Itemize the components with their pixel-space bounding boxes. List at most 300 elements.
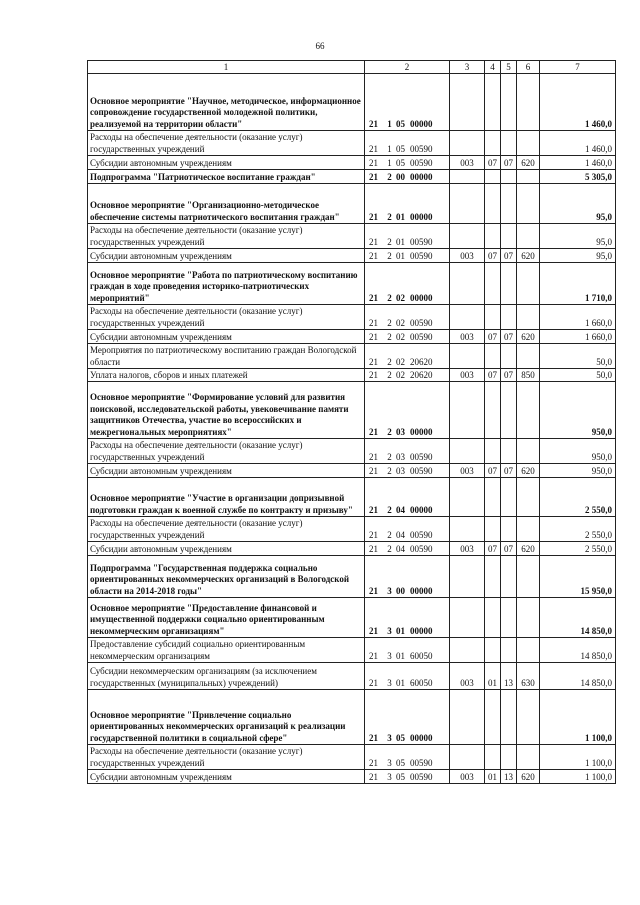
code-subprogram: 3	[387, 677, 392, 688]
amount: 14 850,0	[540, 663, 616, 690]
group-code	[450, 478, 485, 517]
code-program: 21	[369, 625, 378, 636]
row-name: Расходы на обеспечение деятельности (оказание услуг) государственных учреждений	[88, 131, 365, 156]
group-code	[450, 224, 485, 249]
subsection-code	[501, 131, 517, 156]
expense-type-code	[517, 184, 540, 224]
section-code	[485, 344, 501, 369]
expense-type-code	[517, 74, 540, 131]
subsection-code: 13	[501, 770, 517, 784]
table-row	[88, 663, 616, 690]
amount: 1 710,0	[540, 263, 616, 305]
code-event: 04	[396, 543, 405, 554]
expense-type-code	[517, 478, 540, 517]
target-code	[365, 184, 450, 224]
code-direction: 60050	[410, 650, 433, 661]
table-row	[88, 263, 616, 305]
code-direction: 20620	[410, 356, 433, 367]
amount: 14 850,0	[540, 638, 616, 663]
code-event: 01	[396, 236, 405, 247]
row-name: Субсидии автономным учреждениям	[88, 156, 365, 170]
section-code	[485, 382, 501, 439]
code-subprogram: 2	[387, 543, 392, 554]
code-direction: 00000	[410, 504, 433, 515]
group-code	[450, 598, 485, 638]
amount: 1 660,0	[540, 330, 616, 344]
code-subprogram: 2	[387, 465, 392, 476]
code-direction: 00000	[410, 211, 433, 222]
code-direction: 00590	[410, 157, 433, 168]
row-name: Уплата налогов, сборов и иных платежей	[88, 369, 365, 382]
code-program: 21	[369, 585, 378, 596]
row-name: Подпрограмма "Государственная поддержка социально ориентированных некоммерческих организаций в Вологодской области на 2014-2018 годы"	[88, 556, 365, 598]
target-code	[365, 556, 450, 598]
subsection-code: 07	[501, 464, 517, 478]
section-code	[485, 305, 501, 330]
section-code	[485, 598, 501, 638]
code-subprogram: 3	[387, 625, 392, 636]
group-code	[450, 690, 485, 745]
section-code: 07	[485, 464, 501, 478]
code-direction: 00000	[410, 118, 433, 129]
code-subprogram: 2	[387, 211, 392, 222]
expense-type-code	[517, 382, 540, 439]
target-code	[365, 439, 450, 464]
expense-type-code	[517, 344, 540, 369]
code-event: 02	[396, 317, 405, 328]
expense-type-code: 620	[517, 156, 540, 170]
amount: 1 460,0	[540, 131, 616, 156]
code-direction: 00590	[410, 451, 433, 462]
subsection-code	[501, 184, 517, 224]
amount: 95,0	[540, 249, 616, 263]
code-event: 00	[396, 585, 405, 596]
row-name: Субсидии автономным учреждениям	[88, 330, 365, 344]
table-row	[88, 439, 616, 464]
section-code: 07	[485, 330, 501, 344]
code-direction: 00590	[410, 771, 433, 782]
expense-type-code	[517, 556, 540, 598]
code-program: 21	[369, 171, 378, 182]
code-event: 01	[396, 650, 405, 661]
table-row	[88, 305, 616, 330]
code-program: 21	[369, 369, 378, 380]
group-code: 003	[450, 369, 485, 382]
code-event: 00	[396, 171, 405, 182]
expense-type-code	[517, 170, 540, 184]
target-code	[365, 369, 450, 382]
target-code	[365, 638, 450, 663]
code-subprogram: 1	[387, 157, 392, 168]
row-name: Расходы на обеспечение деятельности (оказание услуг) государственных учреждений	[88, 517, 365, 542]
subsection-code: 07	[501, 249, 517, 263]
code-subprogram: 2	[387, 317, 392, 328]
section-code	[485, 131, 501, 156]
code-direction: 00590	[410, 529, 433, 540]
section-code: 01	[485, 663, 501, 690]
table-row	[88, 517, 616, 542]
target-code	[365, 690, 450, 745]
code-direction: 00590	[410, 250, 433, 261]
target-code	[365, 478, 450, 517]
amount: 1 460,0	[540, 74, 616, 131]
code-direction: 00590	[410, 543, 433, 554]
code-direction: 00590	[410, 236, 433, 247]
subsection-code: 07	[501, 330, 517, 344]
table-row	[88, 184, 616, 224]
group-code	[450, 74, 485, 131]
code-event: 05	[396, 118, 405, 129]
header-cell: 7	[540, 61, 616, 74]
group-code	[450, 638, 485, 663]
code-direction: 00000	[410, 732, 433, 743]
subsection-code	[501, 690, 517, 745]
row-name: Основное мероприятие "Организационно-методическое обеспечение системы патриотического воспитания граждан"	[88, 184, 365, 224]
table-row	[88, 330, 616, 344]
expense-type-code	[517, 517, 540, 542]
table-row	[88, 249, 616, 263]
code-subprogram: 2	[387, 426, 392, 437]
section-code	[485, 556, 501, 598]
code-direction: 00590	[410, 331, 433, 342]
group-code	[450, 184, 485, 224]
code-subprogram: 2	[387, 504, 392, 515]
group-code	[450, 344, 485, 369]
expense-type-code: 850	[517, 369, 540, 382]
code-event: 05	[396, 143, 405, 154]
subsection-code: 13	[501, 663, 517, 690]
code-subprogram: 2	[387, 369, 392, 380]
code-program: 21	[369, 451, 378, 462]
row-name: Расходы на обеспечение деятельности (оказание услуг) государственных учреждений	[88, 439, 365, 464]
subsection-code	[501, 382, 517, 439]
subsection-code	[501, 439, 517, 464]
code-program: 21	[369, 292, 378, 303]
code-program: 21	[369, 211, 378, 222]
group-code: 003	[450, 156, 485, 170]
group-code: 003	[450, 770, 485, 784]
expense-type-code	[517, 439, 540, 464]
table-row	[88, 382, 616, 439]
group-code	[450, 517, 485, 542]
code-subprogram: 1	[387, 118, 392, 129]
target-code	[365, 542, 450, 556]
group-code	[450, 170, 485, 184]
code-subprogram: 3	[387, 732, 392, 743]
code-program: 21	[369, 157, 378, 168]
target-code	[365, 517, 450, 542]
page-number: 66	[315, 41, 325, 51]
row-name: Субсидии автономным учреждениям	[88, 770, 365, 784]
code-direction: 00590	[410, 317, 433, 328]
subsection-code: 07	[501, 369, 517, 382]
amount: 14 850,0	[540, 598, 616, 638]
expense-type-code: 620	[517, 770, 540, 784]
subsection-code	[501, 74, 517, 131]
row-name: Основное мероприятие "Формирование условий для развития поисковой, исследовательской работы, увековечивание памяти защитников Отечества, участие во всероссийских и межрегиональных мероприятиях"	[88, 382, 365, 439]
expense-type-code: 620	[517, 464, 540, 478]
code-event: 04	[396, 504, 405, 515]
subsection-code: 07	[501, 156, 517, 170]
amount: 950,0	[540, 439, 616, 464]
subsection-code	[501, 305, 517, 330]
code-subprogram: 2	[387, 529, 392, 540]
code-event: 02	[396, 369, 405, 380]
code-program: 21	[369, 250, 378, 261]
code-program: 21	[369, 143, 378, 154]
table-row	[88, 224, 616, 249]
code-program: 21	[369, 331, 378, 342]
row-name: Основное мероприятие "Работа по патриотическому воспитанию граждан в ходе проведения историко-патриотических мероприятий"	[88, 263, 365, 305]
code-event: 01	[396, 250, 405, 261]
table-row	[88, 745, 616, 770]
table-body	[88, 61, 616, 784]
amount: 2 550,0	[540, 517, 616, 542]
code-event: 02	[396, 356, 405, 367]
group-code: 003	[450, 464, 485, 478]
subsection-code	[501, 517, 517, 542]
target-code	[365, 170, 450, 184]
code-direction: 00000	[410, 426, 433, 437]
group-code	[450, 745, 485, 770]
code-event: 02	[396, 331, 405, 342]
subsection-code	[501, 598, 517, 638]
table-row	[88, 344, 616, 369]
row-name: Субсидии автономным учреждениям	[88, 464, 365, 478]
code-program: 21	[369, 504, 378, 515]
table-row	[88, 464, 616, 478]
expense-type-code	[517, 131, 540, 156]
code-program: 21	[369, 426, 378, 437]
group-code	[450, 439, 485, 464]
row-name: Основное мероприятие "Участие в организации допризывной подготовки граждан к военной службе по контракту и призыву"	[88, 478, 365, 517]
code-subprogram: 2	[387, 250, 392, 261]
expense-type-code	[517, 690, 540, 745]
table-row	[88, 156, 616, 170]
code-event: 05	[396, 157, 405, 168]
section-code	[485, 638, 501, 663]
code-program: 21	[369, 650, 378, 661]
amount: 1 100,0	[540, 690, 616, 745]
code-subprogram: 3	[387, 650, 392, 661]
section-code	[485, 224, 501, 249]
table-row	[88, 690, 616, 745]
target-code	[365, 344, 450, 369]
target-code	[365, 249, 450, 263]
group-code: 003	[450, 330, 485, 344]
section-code	[485, 170, 501, 184]
group-code: 003	[450, 249, 485, 263]
section-code: 07	[485, 156, 501, 170]
code-subprogram: 3	[387, 757, 392, 768]
code-program: 21	[369, 236, 378, 247]
code-subprogram: 3	[387, 771, 392, 782]
code-event: 01	[396, 677, 405, 688]
row-name: Субсидии автономным учреждениям	[88, 542, 365, 556]
subsection-code	[501, 478, 517, 517]
subsection-code	[501, 344, 517, 369]
expense-type-code: 620	[517, 249, 540, 263]
code-direction: 00000	[410, 625, 433, 636]
section-code: 07	[485, 249, 501, 263]
table-row	[88, 131, 616, 156]
code-program: 21	[369, 529, 378, 540]
code-direction: 00590	[410, 465, 433, 476]
target-code	[365, 224, 450, 249]
header-cell: 6	[517, 61, 540, 74]
code-direction: 00000	[410, 585, 433, 596]
section-code: 01	[485, 770, 501, 784]
subsection-code	[501, 170, 517, 184]
code-direction: 00000	[410, 171, 433, 182]
group-code	[450, 263, 485, 305]
amount: 5 305,0	[540, 170, 616, 184]
section-code	[485, 74, 501, 131]
code-subprogram: 2	[387, 236, 392, 247]
expense-type-code	[517, 224, 540, 249]
target-code	[365, 770, 450, 784]
code-program: 21	[369, 465, 378, 476]
code-subprogram: 2	[387, 451, 392, 462]
amount: 95,0	[540, 224, 616, 249]
code-program: 21	[369, 118, 378, 129]
amount: 1 100,0	[540, 745, 616, 770]
code-program: 21	[369, 356, 378, 367]
table-row	[88, 556, 616, 598]
section-code	[485, 690, 501, 745]
expense-type-code	[517, 263, 540, 305]
target-code	[365, 598, 450, 638]
subsection-code	[501, 638, 517, 663]
code-subprogram: 3	[387, 585, 392, 596]
code-program: 21	[369, 543, 378, 554]
amount: 950,0	[540, 464, 616, 478]
amount: 95,0	[540, 184, 616, 224]
target-code	[365, 305, 450, 330]
section-code	[485, 184, 501, 224]
amount: 50,0	[540, 369, 616, 382]
header-cell: 3	[450, 61, 485, 74]
group-code	[450, 556, 485, 598]
code-event: 05	[396, 732, 405, 743]
expense-type-code	[517, 745, 540, 770]
table-row	[88, 170, 616, 184]
group-code	[450, 382, 485, 439]
group-code	[450, 131, 485, 156]
target-code	[365, 382, 450, 439]
amount: 1 460,0	[540, 156, 616, 170]
code-direction: 00590	[410, 757, 433, 768]
header-cell: 2	[365, 61, 450, 74]
header-cell: 4	[485, 61, 501, 74]
group-code: 003	[450, 663, 485, 690]
table-row	[88, 770, 616, 784]
code-event: 04	[396, 529, 405, 540]
row-name: Расходы на обеспечение деятельности (оказание услуг) государственных учреждений	[88, 745, 365, 770]
amount: 1 100,0	[540, 770, 616, 784]
amount: 2 550,0	[540, 542, 616, 556]
amount: 50,0	[540, 344, 616, 369]
expense-type-code	[517, 638, 540, 663]
table-row	[88, 369, 616, 382]
row-name: Подпрограмма "Патриотическое воспитание граждан"	[88, 170, 365, 184]
table-row	[88, 598, 616, 638]
section-code	[485, 745, 501, 770]
amount: 15 950,0	[540, 556, 616, 598]
code-subprogram: 2	[387, 292, 392, 303]
expense-type-code: 620	[517, 330, 540, 344]
row-name: Основное мероприятие "Привлечение социально ориентированных некоммерческих организаций к реализации государственной политики в социальной сфере"	[88, 690, 365, 745]
budget-table	[87, 60, 616, 784]
target-code	[365, 745, 450, 770]
code-subprogram: 1	[387, 143, 392, 154]
target-code	[365, 464, 450, 478]
code-event: 01	[396, 211, 405, 222]
code-program: 21	[369, 677, 378, 688]
code-event: 03	[396, 451, 405, 462]
code-program: 21	[369, 317, 378, 328]
code-event: 05	[396, 771, 405, 782]
code-event: 02	[396, 292, 405, 303]
code-event: 01	[396, 625, 405, 636]
code-program: 21	[369, 771, 378, 782]
row-name: Субсидии некоммерческим организациям (за исключением государственных (муниципальных) учреждений)	[88, 663, 365, 690]
code-direction: 00590	[410, 143, 433, 154]
code-subprogram: 2	[387, 331, 392, 342]
section-code	[485, 439, 501, 464]
row-name: Расходы на обеспечение деятельности (оказание услуг) государственных учреждений	[88, 305, 365, 330]
target-code	[365, 74, 450, 131]
row-name: Мероприятия по патриотическому воспитанию граждан Вологодской области	[88, 344, 365, 369]
expense-type-code: 630	[517, 663, 540, 690]
expense-type-code	[517, 305, 540, 330]
code-event: 03	[396, 426, 405, 437]
subsection-code	[501, 224, 517, 249]
subsection-code: 07	[501, 542, 517, 556]
row-name: Основное мероприятие "Предоставление финансовой и имущественной поддержки социально ориентированным некоммерческим организациям"	[88, 598, 365, 638]
section-code: 07	[485, 542, 501, 556]
section-code	[485, 263, 501, 305]
row-name: Основное мероприятие "Научное, методическое, информационное сопровождение государственной молодежной политики, реализуемой на территории области"	[88, 74, 365, 131]
table-row	[88, 74, 616, 131]
amount: 950,0	[540, 382, 616, 439]
amount: 2 550,0	[540, 478, 616, 517]
subsection-code	[501, 263, 517, 305]
subsection-code	[501, 556, 517, 598]
code-direction: 20620	[410, 369, 433, 380]
code-direction: 60050	[410, 677, 433, 688]
row-name: Субсидии автономным учреждениям	[88, 249, 365, 263]
code-subprogram: 2	[387, 171, 392, 182]
header-cell: 1	[88, 61, 365, 74]
row-name: Предоставление субсидий социально ориентированным некоммерческим организациям	[88, 638, 365, 663]
table-row	[88, 478, 616, 517]
table-row	[88, 638, 616, 663]
group-code	[450, 305, 485, 330]
code-event: 03	[396, 465, 405, 476]
code-program: 21	[369, 732, 378, 743]
section-code: 07	[485, 369, 501, 382]
code-direction: 00000	[410, 292, 433, 303]
target-code	[365, 131, 450, 156]
subsection-code	[501, 745, 517, 770]
code-subprogram: 2	[387, 356, 392, 367]
target-code	[365, 156, 450, 170]
group-code: 003	[450, 542, 485, 556]
target-code	[365, 263, 450, 305]
section-code	[485, 517, 501, 542]
table-row	[88, 542, 616, 556]
